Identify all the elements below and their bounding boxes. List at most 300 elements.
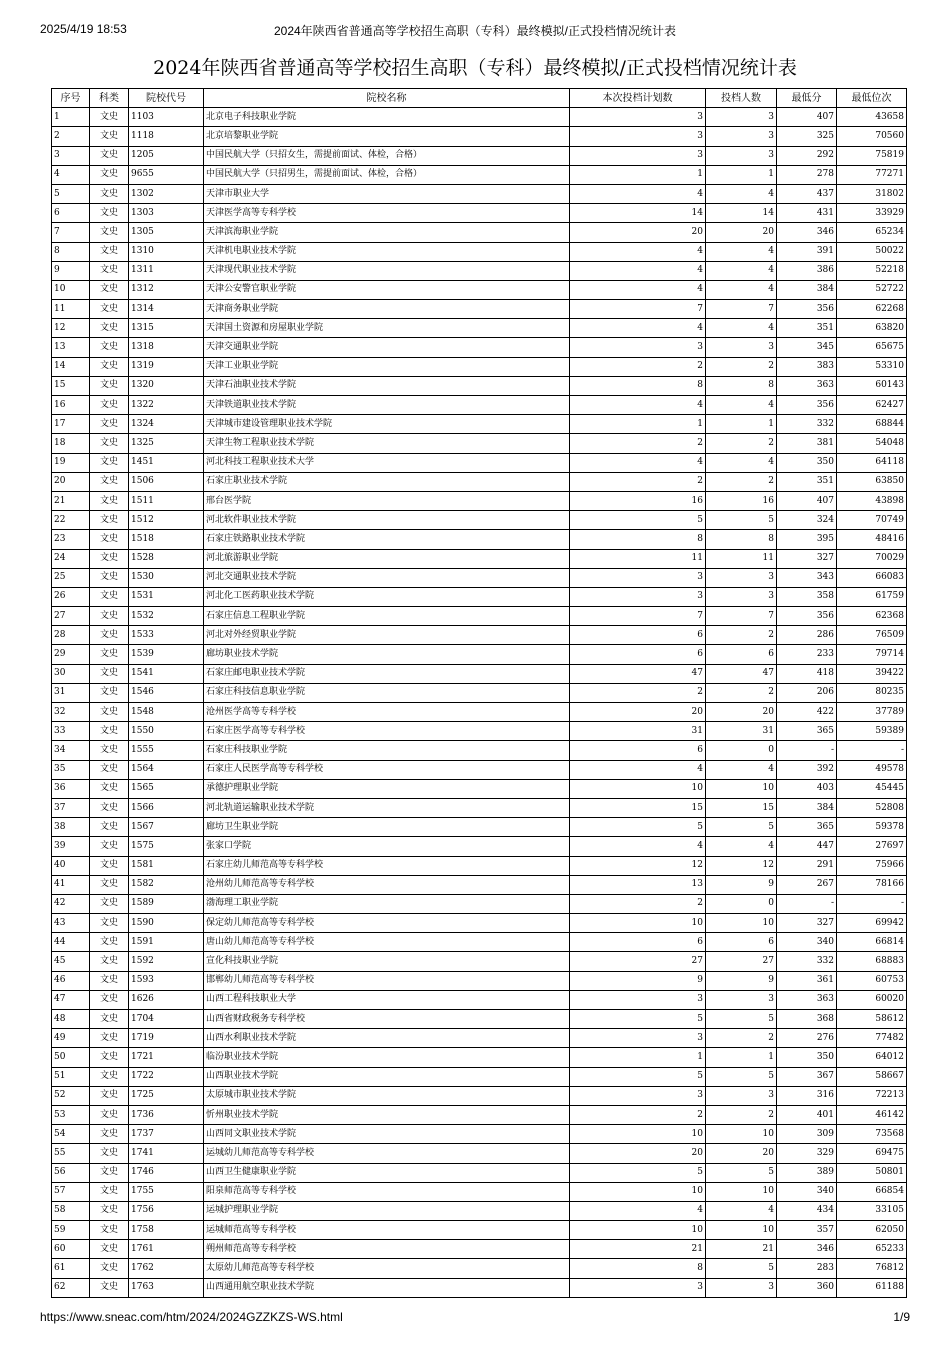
cell-category: 文史: [90, 703, 129, 722]
cell-min-score: 278: [777, 165, 837, 184]
cell-school-code: 1305: [129, 223, 204, 242]
cell-min-score: 389: [777, 1163, 837, 1182]
table-row: [52, 1048, 907, 1067]
cell-min-rank: 48416: [837, 530, 907, 549]
cell-plan-count: 3: [570, 990, 706, 1009]
cell-seq: 55: [52, 1144, 90, 1163]
cell-school-code: 1451: [129, 453, 204, 472]
table-row: [52, 511, 907, 530]
cell-category: 文史: [90, 434, 129, 453]
cell-plan-count: 10: [570, 1221, 706, 1240]
cell-plan-count: 2: [570, 894, 706, 913]
cell-plan-count: 27: [570, 952, 706, 971]
table-row: [52, 971, 907, 990]
table-row: [52, 1201, 907, 1220]
cell-plan-count: 3: [570, 146, 706, 165]
cell-min-score: 381: [777, 434, 837, 453]
cell-admitted-count: 3: [706, 568, 777, 587]
cell-school-code: 1303: [129, 204, 204, 223]
cell-seq: 17: [52, 415, 90, 434]
cell-admitted-count: 3: [706, 990, 777, 1009]
cell-plan-count: 9: [570, 971, 706, 990]
cell-admitted-count: 16: [706, 491, 777, 510]
cell-category: 文史: [90, 453, 129, 472]
cell-category: 文史: [90, 472, 129, 491]
cell-admitted-count: 8: [706, 530, 777, 549]
cell-plan-count: 6: [570, 741, 706, 760]
cell-min-rank: 77271: [837, 165, 907, 184]
cell-seq: 22: [52, 511, 90, 530]
table-row: [52, 1086, 907, 1105]
cell-category: 文史: [90, 1259, 129, 1278]
cell-admitted-count: 5: [706, 1259, 777, 1278]
cell-school-code: 1530: [129, 568, 204, 587]
cell-admitted-count: 2: [706, 1029, 777, 1048]
cell-admitted-count: 5: [706, 1010, 777, 1029]
cell-admitted-count: 2: [706, 683, 777, 702]
cell-category: 文史: [90, 1010, 129, 1029]
cell-min-rank: 69475: [837, 1144, 907, 1163]
cell-seq: 14: [52, 357, 90, 376]
cell-school-name: 石家庄医学高等专科学校: [204, 722, 570, 741]
cell-min-score: 434: [777, 1201, 837, 1220]
cell-plan-count: 5: [570, 511, 706, 530]
cell-school-name: 天津工业职业学院: [204, 357, 570, 376]
cell-category: 文史: [90, 798, 129, 817]
cell-admitted-count: 10: [706, 779, 777, 798]
cell-min-score: 327: [777, 549, 837, 568]
table-row: [52, 1125, 907, 1144]
table-row: [52, 530, 907, 549]
cell-seq: 6: [52, 204, 90, 223]
cell-min-rank: 45445: [837, 779, 907, 798]
cell-school-name: 太原城市职业技术学院: [204, 1086, 570, 1105]
cell-admitted-count: 11: [706, 549, 777, 568]
table-row: [52, 741, 907, 760]
cell-category: 文史: [90, 108, 129, 127]
cell-category: 文史: [90, 645, 129, 664]
cell-min-score: -: [777, 741, 837, 760]
cell-school-code: 1511: [129, 491, 204, 510]
cell-school-name: 石家庄信息工程职业学院: [204, 607, 570, 626]
cell-school-name: 保定幼儿师范高等专科学校: [204, 914, 570, 933]
header-min-score: 最低分: [777, 89, 837, 108]
cell-min-rank: 43658: [837, 108, 907, 127]
cell-min-rank: 65675: [837, 338, 907, 357]
cell-school-name: 石家庄科技职业学院: [204, 741, 570, 760]
cell-min-score: 286: [777, 626, 837, 645]
header-min-rank: 最低位次: [837, 89, 907, 108]
cell-min-score: 276: [777, 1029, 837, 1048]
cell-min-score: 329: [777, 1144, 837, 1163]
cell-min-rank: 52218: [837, 261, 907, 280]
cell-admitted-count: 12: [706, 856, 777, 875]
cell-plan-count: 8: [570, 376, 706, 395]
cell-school-name: 邢台医学院: [204, 491, 570, 510]
cell-plan-count: 3: [570, 338, 706, 357]
cell-min-score: 356: [777, 300, 837, 319]
cell-seq: 5: [52, 184, 90, 203]
cell-seq: 61: [52, 1259, 90, 1278]
cell-school-code: 1315: [129, 319, 204, 338]
table-row: [52, 1259, 907, 1278]
cell-seq: 60: [52, 1240, 90, 1259]
cell-plan-count: 20: [570, 223, 706, 242]
cell-admitted-count: 5: [706, 1163, 777, 1182]
cell-admitted-count: 20: [706, 703, 777, 722]
cell-min-rank: 39422: [837, 664, 907, 683]
cell-category: 文史: [90, 1201, 129, 1220]
cell-plan-count: 5: [570, 1067, 706, 1086]
cell-plan-count: 3: [570, 127, 706, 146]
cell-seq: 54: [52, 1125, 90, 1144]
table-row: [52, 760, 907, 779]
cell-min-score: 350: [777, 1048, 837, 1067]
cell-school-code: 1575: [129, 837, 204, 856]
cell-plan-count: 2: [570, 683, 706, 702]
cell-category: 文史: [90, 741, 129, 760]
cell-min-rank: 27697: [837, 837, 907, 856]
cell-seq: 52: [52, 1086, 90, 1105]
cell-admitted-count: 4: [706, 319, 777, 338]
cell-min-score: 363: [777, 376, 837, 395]
cell-min-rank: 76812: [837, 1259, 907, 1278]
cell-plan-count: 5: [570, 818, 706, 837]
cell-school-name: 天津国土资源和房屋职业学院: [204, 319, 570, 338]
cell-category: 文史: [90, 856, 129, 875]
cell-min-score: 291: [777, 856, 837, 875]
cell-plan-count: 31: [570, 722, 706, 741]
cell-seq: 19: [52, 453, 90, 472]
cell-school-code: 1531: [129, 587, 204, 606]
table-row: [52, 856, 907, 875]
table-row: [52, 798, 907, 817]
table-row: [52, 415, 907, 434]
cell-min-rank: 59389: [837, 722, 907, 741]
cell-school-name: 唐山幼儿师范高等专科学校: [204, 933, 570, 952]
cell-min-rank: 76509: [837, 626, 907, 645]
cell-school-code: 1593: [129, 971, 204, 990]
cell-category: 文史: [90, 261, 129, 280]
cell-category: 文史: [90, 587, 129, 606]
cell-school-name: 石家庄铁路职业技术学院: [204, 530, 570, 549]
cell-plan-count: 12: [570, 856, 706, 875]
print-footer: [40, 1310, 910, 1326]
cell-admitted-count: 4: [706, 837, 777, 856]
cell-category: 文史: [90, 1163, 129, 1182]
table-row: [52, 626, 907, 645]
cell-plan-count: 3: [570, 108, 706, 127]
cell-seq: 51: [52, 1067, 90, 1086]
cell-admitted-count: 8: [706, 376, 777, 395]
cell-plan-count: 16: [570, 491, 706, 510]
cell-min-rank: 58667: [837, 1067, 907, 1086]
cell-plan-count: 4: [570, 319, 706, 338]
cell-school-name: 邯郸幼儿师范高等专科学校: [204, 971, 570, 990]
cell-seq: 37: [52, 798, 90, 817]
cell-school-name: 山西通用航空职业技术学院: [204, 1278, 570, 1297]
cell-school-code: 1721: [129, 1048, 204, 1067]
cell-min-score: 368: [777, 1010, 837, 1029]
cell-seq: 12: [52, 319, 90, 338]
cell-plan-count: 4: [570, 396, 706, 415]
table-row: [52, 165, 907, 184]
cell-category: 文史: [90, 491, 129, 510]
cell-school-code: 1565: [129, 779, 204, 798]
cell-min-rank: 64012: [837, 1048, 907, 1067]
cell-school-name: 河北科技工程职业技术大学: [204, 453, 570, 472]
cell-school-code: 1590: [129, 914, 204, 933]
cell-seq: 2: [52, 127, 90, 146]
cell-admitted-count: 27: [706, 952, 777, 971]
cell-plan-count: 8: [570, 1259, 706, 1278]
cell-school-code: 1755: [129, 1182, 204, 1201]
cell-admitted-count: 2: [706, 472, 777, 491]
cell-admitted-count: 5: [706, 511, 777, 530]
cell-plan-count: 4: [570, 1201, 706, 1220]
cell-school-name: 渤海理工职业学院: [204, 894, 570, 913]
cell-seq: 26: [52, 587, 90, 606]
table-body: [52, 108, 907, 1298]
cell-min-score: 340: [777, 933, 837, 952]
cell-admitted-count: 2: [706, 626, 777, 645]
cell-min-score: 357: [777, 1221, 837, 1240]
cell-admitted-count: 3: [706, 338, 777, 357]
cell-seq: 46: [52, 971, 90, 990]
cell-min-score: 386: [777, 261, 837, 280]
cell-seq: 9: [52, 261, 90, 280]
cell-min-score: 350: [777, 453, 837, 472]
cell-admitted-count: 9: [706, 875, 777, 894]
cell-school-name: 天津铁道职业技术学院: [204, 396, 570, 415]
cell-seq: 24: [52, 549, 90, 568]
cell-school-code: 1626: [129, 990, 204, 1009]
cell-school-code: 9655: [129, 165, 204, 184]
cell-min-rank: 59378: [837, 818, 907, 837]
cell-school-code: 1322: [129, 396, 204, 415]
cell-min-rank: 63820: [837, 319, 907, 338]
cell-category: 文史: [90, 1125, 129, 1144]
cell-seq: 53: [52, 1105, 90, 1124]
cell-min-score: 395: [777, 530, 837, 549]
cell-seq: 49: [52, 1029, 90, 1048]
cell-school-code: 1539: [129, 645, 204, 664]
cell-school-code: 1118: [129, 127, 204, 146]
cell-min-score: 392: [777, 760, 837, 779]
table-row: [52, 434, 907, 453]
cell-plan-count: 4: [570, 280, 706, 299]
cell-school-name: 运城师范高等专科学校: [204, 1221, 570, 1240]
cell-school-name: 天津公安警官职业学院: [204, 280, 570, 299]
cell-school-code: 1756: [129, 1201, 204, 1220]
cell-min-score: 418: [777, 664, 837, 683]
cell-seq: 56: [52, 1163, 90, 1182]
cell-school-name: 山西同文职业技术学院: [204, 1125, 570, 1144]
cell-plan-count: 21: [570, 1240, 706, 1259]
cell-min-score: 437: [777, 184, 837, 203]
cell-min-rank: 53310: [837, 357, 907, 376]
cell-admitted-count: 2: [706, 1105, 777, 1124]
cell-min-rank: 72213: [837, 1086, 907, 1105]
cell-min-rank: 62050: [837, 1221, 907, 1240]
cell-category: 文史: [90, 511, 129, 530]
cell-plan-count: 20: [570, 1144, 706, 1163]
cell-admitted-count: 4: [706, 261, 777, 280]
cell-category: 文史: [90, 338, 129, 357]
cell-seq: 57: [52, 1182, 90, 1201]
cell-plan-count: 3: [570, 1029, 706, 1048]
cell-min-rank: 54048: [837, 434, 907, 453]
cell-seq: 18: [52, 434, 90, 453]
cell-category: 文史: [90, 1182, 129, 1201]
cell-school-code: 1550: [129, 722, 204, 741]
cell-category: 文史: [90, 568, 129, 587]
cell-min-score: 401: [777, 1105, 837, 1124]
cell-school-code: 1541: [129, 664, 204, 683]
cell-school-code: 1532: [129, 607, 204, 626]
table-row: [52, 1144, 907, 1163]
cell-plan-count: 1: [570, 165, 706, 184]
cell-category: 文史: [90, 549, 129, 568]
table-row: [52, 261, 907, 280]
page-number: 1/9: [893, 1310, 910, 1324]
cell-min-score: 233: [777, 645, 837, 664]
cell-school-name: 河北交通职业技术学院: [204, 568, 570, 587]
cell-school-code: 1581: [129, 856, 204, 875]
cell-admitted-count: 7: [706, 607, 777, 626]
cell-min-rank: 43898: [837, 491, 907, 510]
cell-plan-count: 2: [570, 357, 706, 376]
cell-school-name: 山西卫生健康职业学院: [204, 1163, 570, 1182]
cell-plan-count: 3: [570, 568, 706, 587]
cell-admitted-count: 15: [706, 798, 777, 817]
cell-school-code: 1518: [129, 530, 204, 549]
cell-school-code: 1704: [129, 1010, 204, 1029]
cell-category: 文史: [90, 300, 129, 319]
cell-school-name: 沧州医学高等专科学校: [204, 703, 570, 722]
cell-min-score: 358: [777, 587, 837, 606]
cell-school-code: 1746: [129, 1163, 204, 1182]
cell-min-rank: 68844: [837, 415, 907, 434]
cell-school-code: 1312: [129, 280, 204, 299]
cell-plan-count: 2: [570, 434, 706, 453]
cell-admitted-count: 4: [706, 1201, 777, 1220]
cell-min-score: 356: [777, 396, 837, 415]
cell-school-name: 天津机电职业技术学院: [204, 242, 570, 261]
cell-min-rank: 70560: [837, 127, 907, 146]
cell-seq: 7: [52, 223, 90, 242]
cell-min-score: 267: [777, 875, 837, 894]
table-row: [52, 549, 907, 568]
cell-min-rank: 61759: [837, 587, 907, 606]
cell-school-name: 石家庄职业技术学院: [204, 472, 570, 491]
cell-category: 文史: [90, 971, 129, 990]
cell-category: 文史: [90, 357, 129, 376]
header-school-code: 院校代号: [129, 89, 204, 108]
table-row: [52, 184, 907, 203]
cell-seq: 44: [52, 933, 90, 952]
cell-school-name: 运城幼儿师范高等专科学校: [204, 1144, 570, 1163]
table-row: [52, 338, 907, 357]
cell-min-score: 365: [777, 722, 837, 741]
cell-admitted-count: 4: [706, 280, 777, 299]
admission-table: [51, 88, 907, 1298]
cell-min-score: 384: [777, 280, 837, 299]
cell-min-rank: 60143: [837, 376, 907, 395]
cell-seq: 21: [52, 491, 90, 510]
cell-admitted-count: 10: [706, 1182, 777, 1201]
cell-min-rank: 68883: [837, 952, 907, 971]
cell-admitted-count: 14: [706, 204, 777, 223]
header-admitted-count: 投档人数: [706, 89, 777, 108]
cell-min-score: 346: [777, 223, 837, 242]
cell-min-rank: 33929: [837, 204, 907, 223]
cell-category: 文史: [90, 607, 129, 626]
cell-min-score: 292: [777, 146, 837, 165]
cell-min-score: 325: [777, 127, 837, 146]
cell-min-score: 324: [777, 511, 837, 530]
cell-school-code: 1763: [129, 1278, 204, 1297]
cell-seq: 35: [52, 760, 90, 779]
cell-seq: 41: [52, 875, 90, 894]
cell-school-code: 1719: [129, 1029, 204, 1048]
cell-plan-count: 47: [570, 664, 706, 683]
cell-school-code: 1205: [129, 146, 204, 165]
table-row: [52, 645, 907, 664]
cell-min-rank: 65233: [837, 1240, 907, 1259]
cell-school-name: 朔州师范高等专科学校: [204, 1240, 570, 1259]
cell-admitted-count: 3: [706, 127, 777, 146]
cell-admitted-count: 10: [706, 1125, 777, 1144]
cell-min-rank: 80235: [837, 683, 907, 702]
table-row: [52, 703, 907, 722]
cell-school-name: 天津商务职业学院: [204, 300, 570, 319]
cell-school-name: 天津市职业大学: [204, 184, 570, 203]
cell-plan-count: 4: [570, 184, 706, 203]
cell-seq: 10: [52, 280, 90, 299]
cell-school-name: 天津滨海职业学院: [204, 223, 570, 242]
cell-min-rank: 77482: [837, 1029, 907, 1048]
cell-seq: 33: [52, 722, 90, 741]
cell-min-rank: 66083: [837, 568, 907, 587]
cell-min-rank: 69942: [837, 914, 907, 933]
cell-seq: 3: [52, 146, 90, 165]
page-url: https://www.sneac.com/htm/2024/2024GZZKZS-WS.html: [40, 1310, 343, 1324]
cell-plan-count: 6: [570, 626, 706, 645]
table-row: [52, 491, 907, 510]
cell-school-code: 1564: [129, 760, 204, 779]
table-row: [52, 300, 907, 319]
cell-school-code: 1506: [129, 472, 204, 491]
cell-school-name: 北京电子科技职业学院: [204, 108, 570, 127]
cell-school-name: 太原幼儿师范高等专科学校: [204, 1259, 570, 1278]
cell-seq: 13: [52, 338, 90, 357]
cell-plan-count: 10: [570, 914, 706, 933]
cell-min-rank: 62268: [837, 300, 907, 319]
cell-min-rank: 61188: [837, 1278, 907, 1297]
cell-min-rank: 37789: [837, 703, 907, 722]
cell-plan-count: 7: [570, 607, 706, 626]
cell-seq: 15: [52, 376, 90, 395]
cell-category: 文史: [90, 933, 129, 952]
table-row: [52, 875, 907, 894]
table-row: [52, 280, 907, 299]
document-title: 2024年陕西省普通高等学校招生高职（专科）最终模拟/正式投档情况统计表: [153, 57, 797, 79]
cell-school-name: 廊坊职业技术学院: [204, 645, 570, 664]
cell-min-rank: 75819: [837, 146, 907, 165]
cell-school-code: 1546: [129, 683, 204, 702]
cell-category: 文史: [90, 1086, 129, 1105]
